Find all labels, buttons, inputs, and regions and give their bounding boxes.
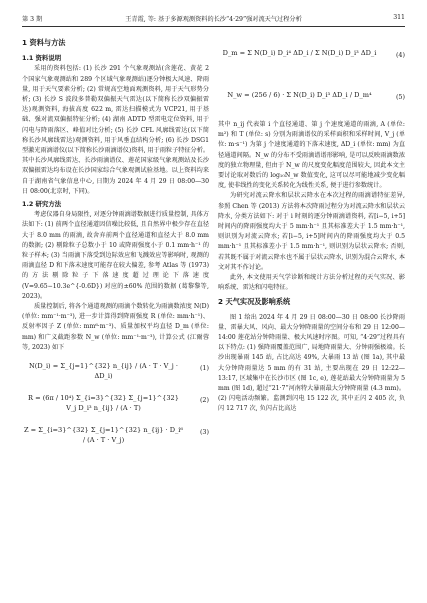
- equation-4-number: (4): [395, 51, 405, 59]
- method-paragraph: 考虑仪器自身局限性, 对逐分钟雨滴谱数据进行质量控制, 具体方法如下: (1) 前两个直径通道因信噪比较低, 且自然界中极少存在直径大于 8.0 mm 的雨滴, 故舍弃前两个直径通道和直径大于 8.0 mm 的数据; (2) 剔除粒子总数小于 10 或降雨强度小于 0.1 mm·h⁻¹ 的粒子样本; (3) 当雨滴下落受到边际效应和飞溅效应等影响时, 观测的雨滴直径 D 和下落末速度可能存在较大偏差, 参考 Atlas 等 (1973) 的方法剔除粒子下落速度超过理论下落速度 (V=9.65−10.3e^{-0.6D}) 对应的±60% 范围的数据 (葛黎黎等, 2023)。: [22, 211, 209, 300]
- equation-3: [22, 419, 209, 449]
- variable-definition-paragraph: 其中 n_ij 代表第 i 个直径通道、第 j 个速度通道的雨滴, A (单位: m²) 和 T (单位: s) 分别为雨滴谱仪的采样面积和采样时间, V_j (单位: m·s⁻¹) 为第 j 个速度通道的下落末速度, ΔD_i (单位: mm) 为直径通道间隔。N_w 的分布不受雨滴谱谱形影响, 是可以反映雨滴数浓度的独立物理量, 但由于 N_w 的尺度变化幅度范围较大, 因此本文主要讨论取对数后的 log₁₀N_w 数值变化, 这可以尽可能地减少变化幅度, 使非线性的变化关系转化为线性关系, 便于进行参数统计。: [218, 121, 405, 190]
- formula-intro-paragraph: 质量控制后, 将各个通道观测的雨滴个数转化为雨滴数浓度 N(D) (单位: mm⁻¹·m⁻³), 进一步计算得到降雨强度 R (单位: mm·h⁻¹)、反射率因子 Z (单位: mm⁶·m⁻³)、质量加权平均直径 D_m (单位: mm) 和广义截距参数 N_w (单位: mm⁻¹·m⁻³), 计算公式 (江爾蓉等, 2023) 如下: [22, 303, 209, 351]
- running-title: 王青霞, 等: 基于多源观测资料的长沙“4·29”强对流天气过程分析: [125, 16, 302, 23]
- subsection-heading-1-1: 1.1 资料说明: [22, 54, 62, 63]
- equation-5: [218, 78, 405, 118]
- equation-1-number: (1): [199, 364, 209, 373]
- equation-3-formula: Z = Σ_{i=3}^{32} Σ_{j=1}^{32} n_{ij} · D_i⁶ / (A · T · V_j): [23, 426, 184, 445]
- issue-label: 第 3 期: [22, 16, 43, 23]
- equation-3-number: (3): [199, 428, 209, 437]
- section-heading-1: 1 资料与方法: [22, 38, 66, 47]
- page-number: 311: [393, 14, 405, 21]
- section-heading-2: 2 天气实况及影响系统: [218, 297, 291, 307]
- diagnostic-method-paragraph: 此外, 本文使用天气学诊断和统计方法分析过程的天气实况、影响系统、雷达和闪电特征。: [218, 274, 405, 292]
- running-header: [22, 14, 405, 26]
- left-column: [22, 34, 209, 451]
- classification-paragraph: 为研究对流云降水和层状云降水在本次过程的雨滴谱特征差异, 参照 Chen 等 (2013) 方法将本次降雨过程分为对流云降水和层状云降水, 分类方法如下: 对于 i 时刻的逐分钟雨滴谱资料, 若[i−5, i+5]时间内的降雨强度均大于 5 mm·h⁻¹ 且其标准差大于 1.5 mm·h⁻¹, 则识别为对流云降水; 若[i−5, i+5]时间内的降雨强度均大于 0.5 mm·h⁻¹ 且其标准差小于 1.5 mm·h⁻¹, 则识别为层状云降水; 否则, 若其既不属于对流云降水也不属于层状云降水, 识别为混合云降水, 本文对其不作讨论。: [218, 192, 405, 271]
- equation-1: [22, 355, 209, 385]
- equation-2: [22, 387, 209, 417]
- equation-5-number: (5): [395, 93, 405, 101]
- equation-5-formula: N_w = (256 / 6) · Σ N(D_i) D_i³ ΔD_i / D_m⁴: [227, 91, 372, 99]
- equation-4: [218, 36, 405, 76]
- equation-1-formula: N(D_i) = Σ_{j=1}^{32} n_{ij} / (A · T · V_j · ΔD_i): [29, 362, 178, 381]
- equation-4-formula: D_m = Σ N(D_i) D_i⁴ ΔD_i / Σ N(D_i) D_i³ ΔD_i: [222, 49, 377, 57]
- subsection-heading-1-2: 1.2 研究方法: [22, 200, 62, 209]
- equation-2-number: (2): [199, 396, 209, 405]
- header-rule: [22, 26, 405, 27]
- equation-2-formula: R = (6π / 10⁴) Σ_{i=3}^{32} Σ_{j=1}^{32} V_j D_i³ n_{ij} / (A · T): [28, 394, 179, 413]
- right-column: [218, 34, 405, 415]
- weather-overview-paragraph: 图 1 给出 2024 年 4 月 29 日 08:00—30 日 08:00 长沙降雨量、雷暴大风、风向、最大分钟降雨量的空间分布和 29 日 12:00—14:00 莲花站分钟降雨量、极大风速时序图。可知, “4·29”过程具有以下特点: (1) 强降雨覆盖范围广, 局地降雨量大、分钟雨强极端。长沙出现暴雨 145 站, 占比高达 49%, 大暴雨 13 站 (图 1a), 其中最大分钟降雨量达 5 mm 的有 31 站, 主要出现在 29 日 12:22—13:17, 区域集中在长沙市区 (图 1c, e), 莲花站最大分钟降雨量为 5 mm (图 1d), 超过“21·7”河南特大暴雨最大分钟降雨量 (4.3 mm)。(2) 闪电活动频繁。监测到闪电 15 122 次, 其中正闪 2 405 次, 负闪 12 717 次, 负闪占比高达: [218, 313, 405, 413]
- data-paragraph: 采用的资料包括: (1) 长沙 291 个气象观测站(含莲花、黄花 2 个国家气象观测站和 289 个区域气象观测站)逐分钟极大风速、降雨量, 用于天气要素分析; (2) 常规高空地面观测资料, 用于天气形势分析; (3) 长沙 S 波段多普勒双偏振天气雷达(以下简称长沙双偏振雷达)观测资料, 海拔高度 622 m, 雷达扫描模式为 VCP21, 用于基础、强对流双偏振特征分析; (4) 湖南 ADTD 型雷电定位资料, 用于闪电与降雨落区、峰值对比分析; (5) 长沙 CFL 风廓线雷达(以下简称长沙风廓线雷达)观测资料, 用于风垂直结构分析; (6) 长沙 DSG1 型激光雨滴谱仪(以下简称长沙雨滴谱仪)资料, 用于雨粒子特征分析。其中长沙风廓线雷达、长沙雨滴谱仪、莲花国家级气象观测站及长沙双偏振雷达均布设在长沙国家综合气象观测试验基地。以上资料均来自于湖南省气象信息中心, 日期为 2024 年 4 月 29 日 08:00—30 日 08:00(北京时, 下同)。: [22, 65, 209, 195]
